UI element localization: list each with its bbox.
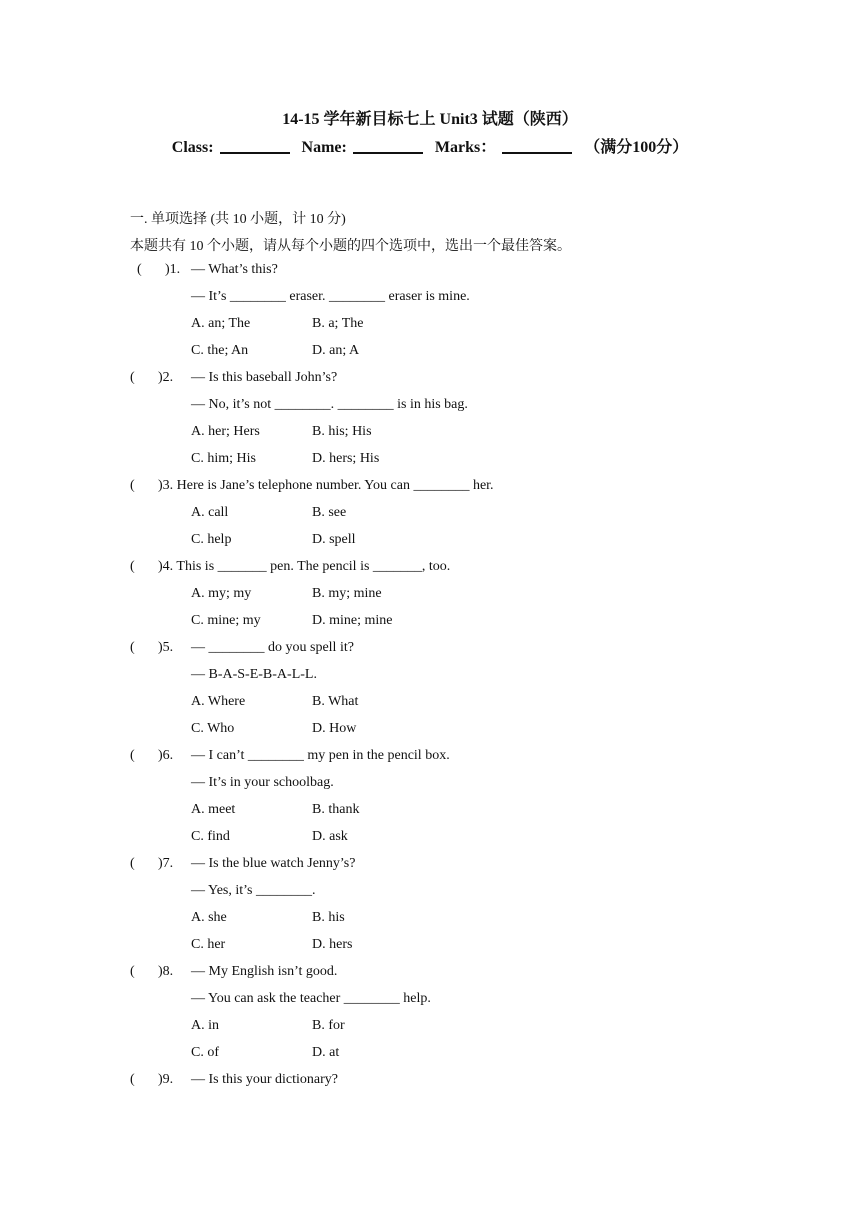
option-a: A. her; Hers [191, 424, 260, 439]
option-a: A. call [191, 505, 229, 520]
option-c: C. Who [191, 721, 235, 736]
answer-paren: ( [130, 559, 135, 574]
option-b: B. a; The [312, 316, 364, 331]
option-c: C. mine; my [191, 613, 261, 628]
question-line: — ________ do you spell it? [191, 640, 354, 655]
question-number: )5. [158, 640, 174, 655]
option-d: D. hers [312, 937, 353, 952]
marks-label: Marks： [434, 139, 497, 156]
option-b: B. thank [312, 802, 360, 817]
question-number: )1. [165, 262, 181, 277]
answer-paren: ( [137, 262, 142, 277]
option-d: D. ask [312, 829, 348, 844]
option-c: C. him; His [191, 451, 256, 466]
answer-paren: ( [130, 856, 135, 871]
answer-paren: ( [130, 640, 135, 655]
question-number: )7. [158, 856, 174, 871]
section-heading: 一. 单项选择 (共 10 小题，计 10 分) [130, 212, 346, 227]
option-d: D. at [312, 1045, 340, 1060]
option-c: C. her [191, 937, 226, 952]
name-blank [353, 138, 423, 154]
question-line: — Yes, it’s ________. [191, 883, 316, 898]
answer-paren: ( [130, 370, 135, 385]
class-blank [220, 138, 290, 154]
option-a: A. Where [191, 694, 246, 709]
question-number: )6. [158, 748, 174, 763]
option-b: B. his [312, 910, 345, 925]
question-line: — No, it’s not ________. ________ is in his bag. [191, 397, 468, 412]
question-number: )8. [158, 964, 174, 979]
full-marks-note: （满分100分） [584, 139, 689, 156]
question-line: — My English isn’t good. [191, 964, 338, 979]
option-d: D. an; A [312, 343, 360, 358]
answer-paren: ( [130, 748, 135, 763]
class-label: Class: [171, 139, 214, 156]
answer-paren: ( [130, 478, 135, 493]
option-c: C. of [191, 1045, 219, 1060]
question-line: — Is this your dictionary? [191, 1072, 338, 1087]
question-line: — What’s this? [191, 262, 278, 277]
option-a: A. meet [191, 802, 236, 817]
option-d: D. How [312, 721, 357, 736]
question-line: — Is the blue watch Jenny’s? [191, 856, 356, 871]
question-line: — Is this baseball John’s? [191, 370, 338, 385]
question-stem: )3. Here is Jane’s telephone number. You can ________ her. [158, 478, 494, 493]
answer-paren: ( [130, 1072, 135, 1087]
option-b: B. my; mine [312, 586, 382, 601]
option-b: B. for [312, 1018, 345, 1033]
option-a: A. an; The [191, 316, 251, 331]
question-line: — It’s ________ eraser. ________ eraser is mine. [191, 289, 470, 304]
question-line: — I can’t ________ my pen in the pencil box. [191, 748, 450, 763]
option-b: B. What [312, 694, 359, 709]
option-b: B. his; His [312, 424, 372, 439]
question-number: )2. [158, 370, 174, 385]
option-d: D. mine; mine [312, 613, 393, 628]
option-a: A. my; my [191, 586, 252, 601]
question-line: — You can ask the teacher ________ help. [191, 991, 431, 1006]
name-label: Name: [301, 139, 347, 156]
exam-title: 14-15 学年新目标七上 Unit3 试题（陕西） [282, 111, 578, 128]
option-d: D. spell [312, 532, 356, 547]
section-instruction: 本题共有 10 个小题，请从每个小题的四个选项中，选出一个最佳答案。 [130, 239, 571, 254]
question-number: )9. [158, 1072, 174, 1087]
option-c: C. find [191, 829, 230, 844]
option-d: D. hers; His [312, 451, 380, 466]
answer-paren: ( [130, 964, 135, 979]
option-b: B. see [312, 505, 347, 520]
question-line: — B-A-S-E-B-A-L-L. [191, 667, 317, 682]
option-c: C. the; An [191, 343, 249, 358]
option-a: A. in [191, 1018, 219, 1033]
option-c: C. help [191, 532, 232, 547]
question-stem: )4. This is _______ pen. The pencil is _______, too. [158, 559, 451, 574]
question-line: — It’s in your schoolbag. [191, 775, 334, 790]
student-info-line [0, 134, 860, 157]
marks-blank [502, 138, 572, 154]
option-a: A. she [191, 910, 227, 925]
